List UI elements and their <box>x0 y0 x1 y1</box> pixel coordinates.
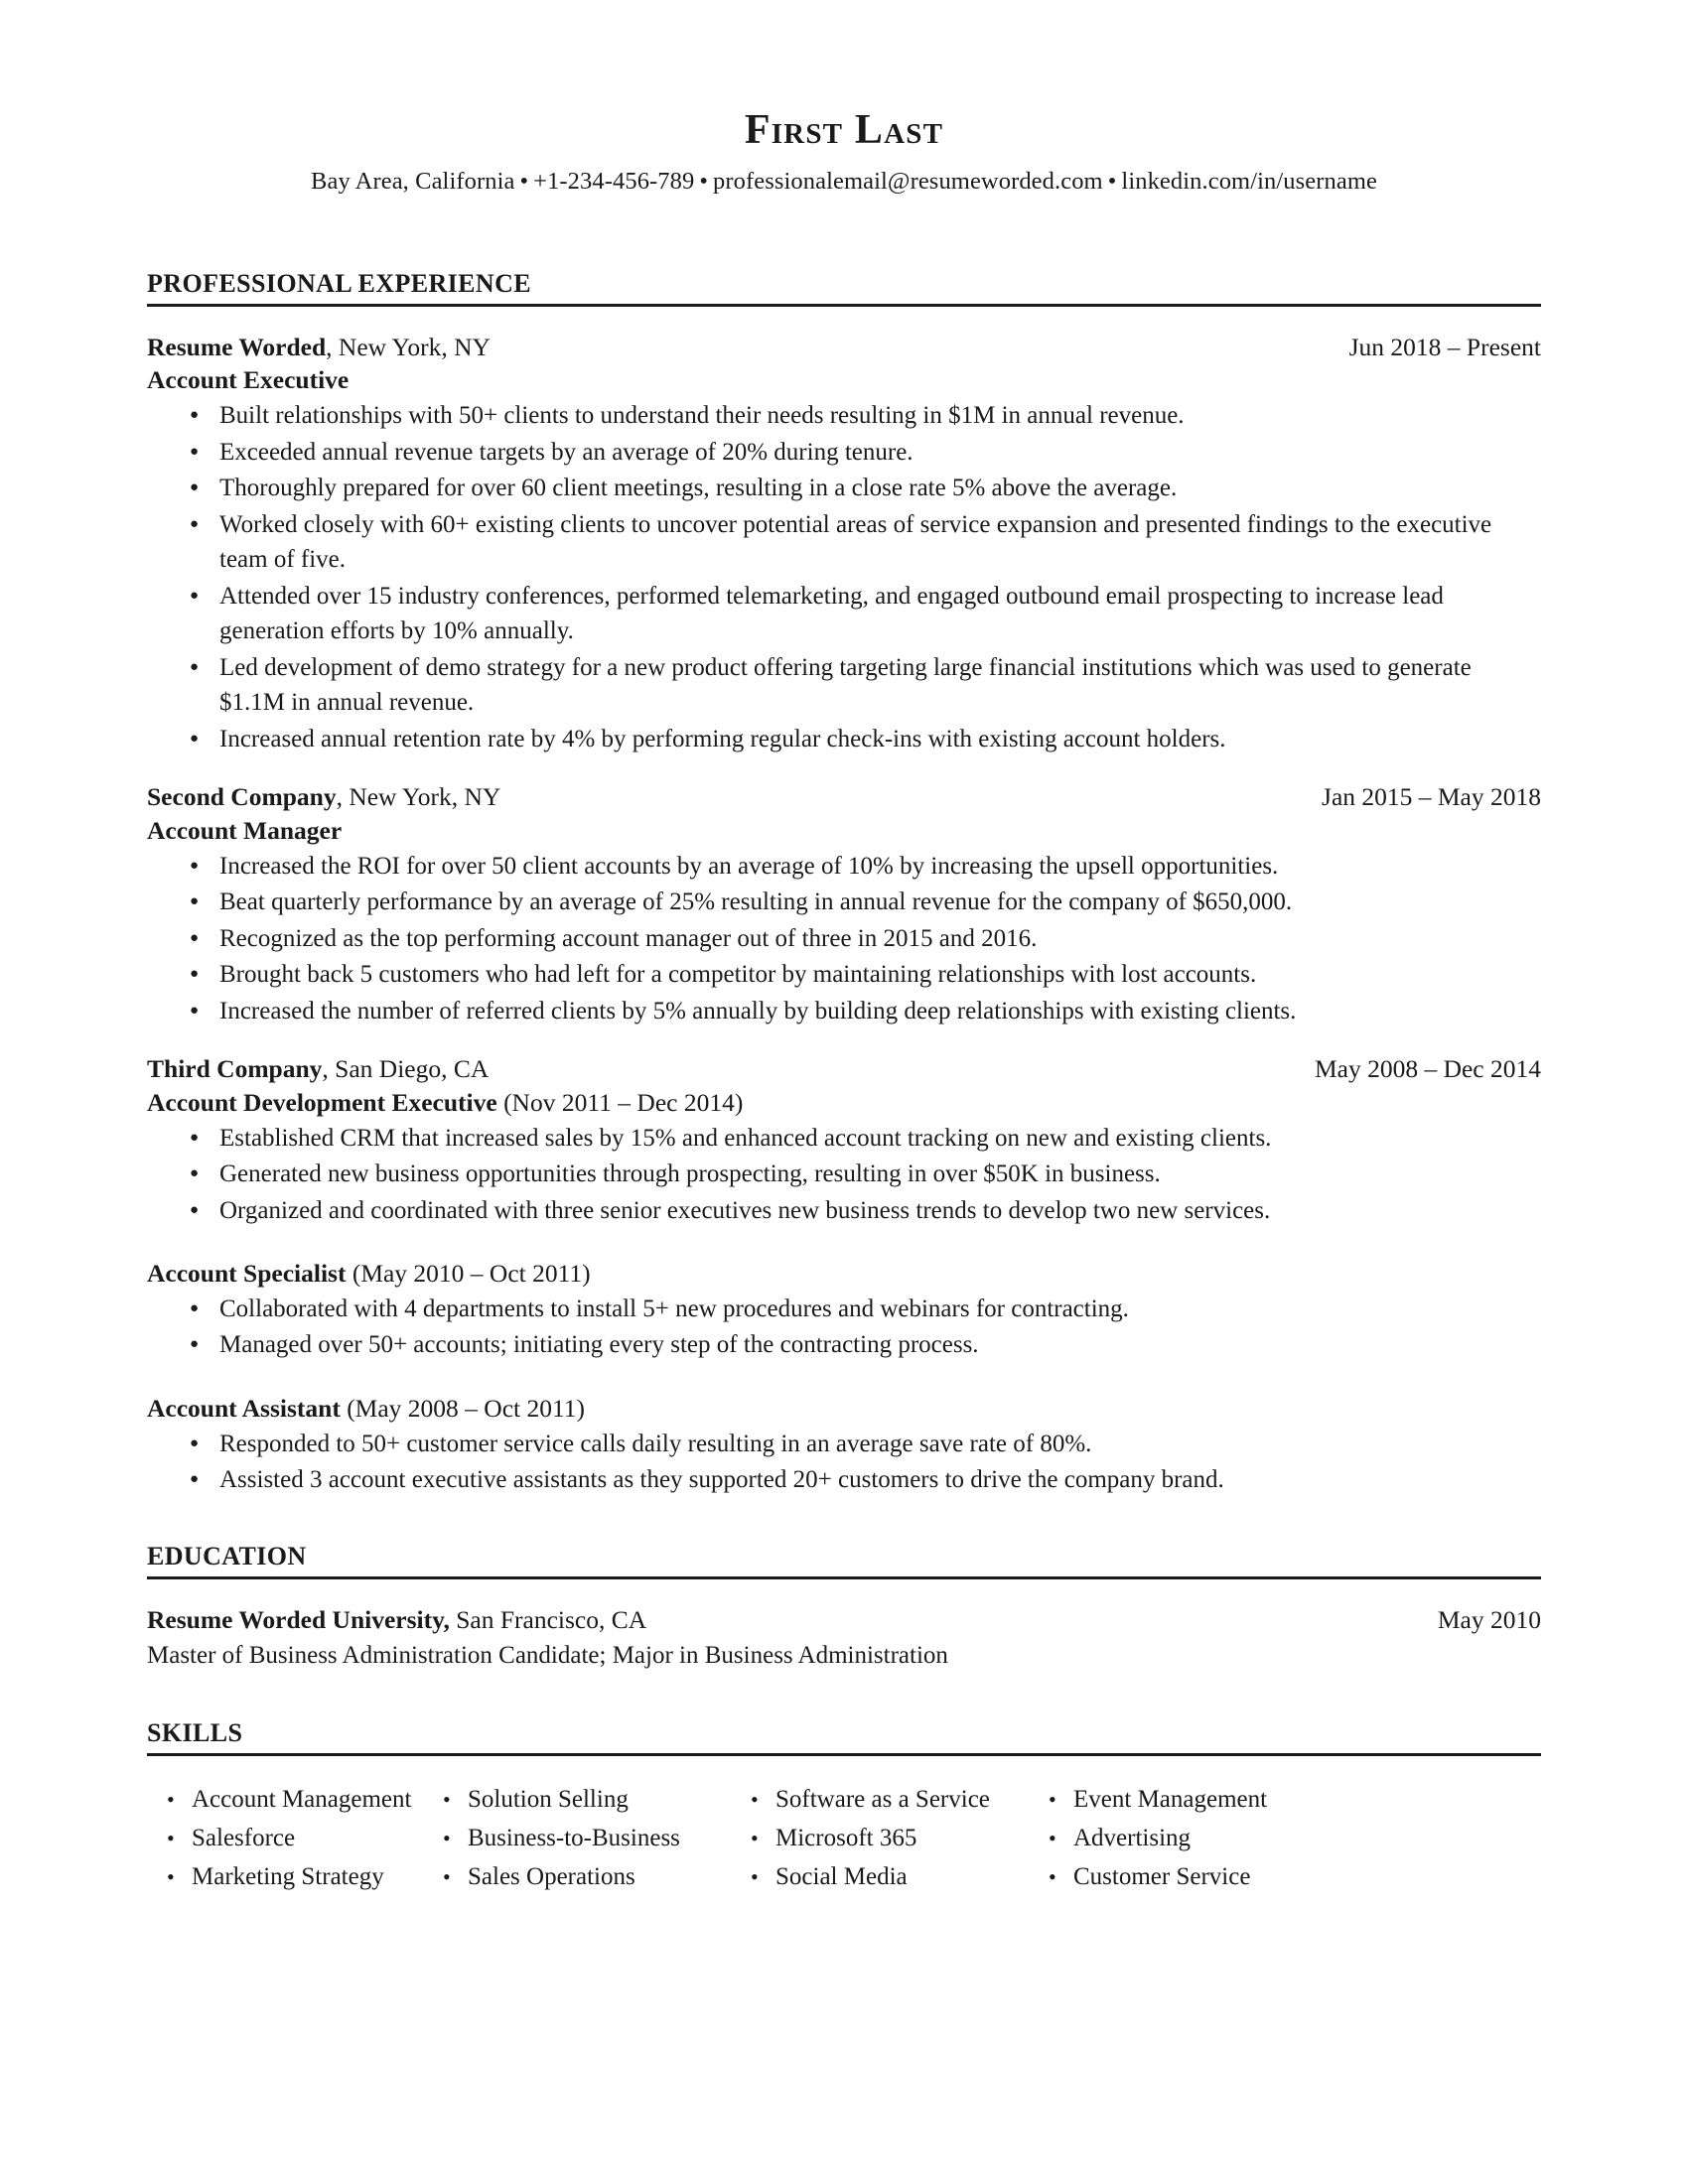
resume-header <box>147 0 1541 198</box>
company-location: , New York, NY <box>336 782 501 812</box>
education-date: May 2010 <box>1437 1604 1541 1634</box>
bullet-list <box>147 1121 1541 1229</box>
sub-role-entry <box>147 1258 1541 1363</box>
company-name: Third Company <box>147 1054 323 1084</box>
contact-location: Bay Area, California <box>311 168 515 196</box>
skill-item: • Advertising <box>1049 1821 1541 1856</box>
skill-item: • Social Media <box>751 1859 1049 1895</box>
section-title-education: EDUCATION <box>147 1542 1541 1579</box>
bullet-item: ● Exceeded annual revenue targets by an average of 20% during tenure. <box>147 435 1541 471</box>
section-title-skills: SKILLS <box>147 1718 1541 1756</box>
bullet-item: ● Built relationships with 50+ clients to understand their needs resulting in $1M in annual revenue. <box>147 398 1541 434</box>
skill-item: • Event Management <box>1049 1782 1541 1818</box>
job-title-text: Account Manager <box>147 815 343 845</box>
contact-linkedin[interactable]: linkedin.com/in/username <box>1121 168 1377 196</box>
candidate-name: First Last <box>744 107 944 153</box>
bullet-item: ● Increased annual retention rate by 4% by performing regular check-ins with existing account holders. <box>147 722 1541 757</box>
bullet-item: ● Increased the ROI for over 50 client accounts by an average of 10% by increasing the upsell opportunities. <box>147 849 1541 885</box>
job-title-dates: (Nov 2011 – Dec 2014) <box>496 1087 744 1117</box>
job-title <box>147 1393 1541 1425</box>
entry-company-line <box>147 1054 489 1085</box>
bullet-list <box>147 398 1541 756</box>
bullet-list <box>147 849 1541 1029</box>
section-professional-experience <box>147 269 1541 1498</box>
entry-dates: Jan 2015 – May 2018 <box>1322 782 1541 812</box>
bullet-list <box>147 1292 1541 1363</box>
entry-header <box>147 782 1541 813</box>
bullet-list <box>147 1427 1541 1498</box>
contact-separator-2: • <box>699 168 709 196</box>
experience-entry <box>147 1054 1541 1498</box>
skills-grid <box>147 1782 1541 1896</box>
school-name: Resume Worded University, <box>147 1604 450 1634</box>
contact-line <box>147 167 1541 198</box>
skill-item: • Account Management <box>167 1782 443 1818</box>
contact-separator-3: • <box>1107 168 1117 196</box>
bullet-item: ● Worked closely with 60+ existing clients to uncover potential areas of service expansion and presented findings to the executive team of five. <box>147 507 1541 578</box>
education-school-line <box>147 1605 646 1636</box>
job-title-dates: (May 2008 – Oct 2011) <box>340 1393 586 1423</box>
bullet-item: ● Recognized as the top performing account manager out of three in 2015 and 2016. <box>147 921 1541 957</box>
bullet-item: ● Collaborated with 4 departments to install 5+ new procedures and webinars for contracting. <box>147 1292 1541 1327</box>
contact-phone: +1-234-456-789 <box>533 168 695 196</box>
bullet-item: ● Led development of demo strategy for a new product offering targeting large financial institutions which was used to generate $1.1M in annual revenue. <box>147 650 1541 721</box>
skill-item: • Microsoft 365 <box>751 1821 1049 1856</box>
job-title-dates: (May 2010 – Oct 2011) <box>346 1259 591 1289</box>
job-title <box>147 1087 1541 1119</box>
bullet-item: ● Attended over 15 industry conferences, performed telemarketing, and engaged outbound email prospecting to increase lead generation efforts by 10% annually. <box>147 579 1541 649</box>
bullet-item: ● Thoroughly prepared for over 60 client meetings, resulting in a close rate 5% above the average. <box>147 471 1541 506</box>
entry-header <box>147 1054 1541 1085</box>
section-skills <box>147 1718 1541 1896</box>
section-education <box>147 1542 1541 1673</box>
school-location: San Francisco, CA <box>449 1604 647 1634</box>
entry-company-line <box>147 333 491 363</box>
bullet-item: ● Brought back 5 customers who had left for a competitor by maintaining relationships with lost accounts. <box>147 957 1541 993</box>
entry-header <box>147 333 1541 363</box>
bullet-item: ● Beat quarterly performance by an average of 25% resulting in annual revenue for the company of $650,000. <box>147 885 1541 920</box>
bullet-item: ● Generated new business opportunities through prospecting, resulting in over $50K in business. <box>147 1157 1541 1192</box>
job-title-text: Account Specialist <box>147 1259 347 1289</box>
skill-item: • Marketing Strategy <box>167 1859 443 1895</box>
experience-entry <box>147 782 1541 1028</box>
bullet-item: ● Organized and coordinated with three senior executives new business trends to develop two new services. <box>147 1193 1541 1229</box>
skill-item: • Business-to-Business <box>443 1821 751 1856</box>
entry-dates: Jun 2018 – Present <box>1348 332 1541 361</box>
job-title <box>147 1258 1541 1290</box>
skill-item: • Salesforce <box>167 1821 443 1856</box>
bullet-item: ● Responded to 50+ customer service calls daily resulting in an average save rate of 80%. <box>147 1427 1541 1462</box>
job-title-text: Account Assistant <box>147 1393 341 1423</box>
bullet-item: ● Increased the number of referred clients by 5% annually by building deep relationships with existing clients. <box>147 994 1541 1029</box>
job-title <box>147 364 1541 396</box>
company-name: Resume Worded <box>147 332 327 361</box>
skill-item: • Customer Service <box>1049 1859 1541 1895</box>
skill-item: • Sales Operations <box>443 1859 751 1895</box>
bullet-item: ● Established CRM that increased sales by 15% and enhanced account tracking on new and existing clients. <box>147 1121 1541 1157</box>
skill-item: • Solution Selling <box>443 1782 751 1818</box>
company-location: , New York, NY <box>326 332 491 361</box>
bullet-item: ● Assisted 3 account executive assistants as they supported 20+ customers to drive the company brand. <box>147 1462 1541 1498</box>
experience-entry <box>147 333 1541 756</box>
entry-dates: May 2008 – Dec 2014 <box>1314 1054 1541 1084</box>
job-title <box>147 815 1541 847</box>
education-degree: Master of Business Administration Candidate; Major in Business Administration <box>147 1642 948 1670</box>
contact-separator-1: • <box>519 168 529 196</box>
sub-role-entry <box>147 1393 1541 1498</box>
skill-item: • Software as a Service <box>751 1782 1049 1818</box>
bullet-item: ● Managed over 50+ accounts; initiating every step of the contracting process. <box>147 1327 1541 1363</box>
section-title-experience: PROFESSIONAL EXPERIENCE <box>147 269 1541 307</box>
contact-email[interactable]: professionalemail@resumeworded.com <box>713 168 1103 196</box>
job-title-text: Account Development Executive <box>147 1087 497 1117</box>
company-name: Second Company <box>147 782 337 812</box>
company-location: , San Diego, CA <box>322 1054 490 1084</box>
education-entry-header <box>147 1605 1541 1636</box>
entry-company-line <box>147 782 500 813</box>
job-title-text: Account Executive <box>147 365 350 395</box>
